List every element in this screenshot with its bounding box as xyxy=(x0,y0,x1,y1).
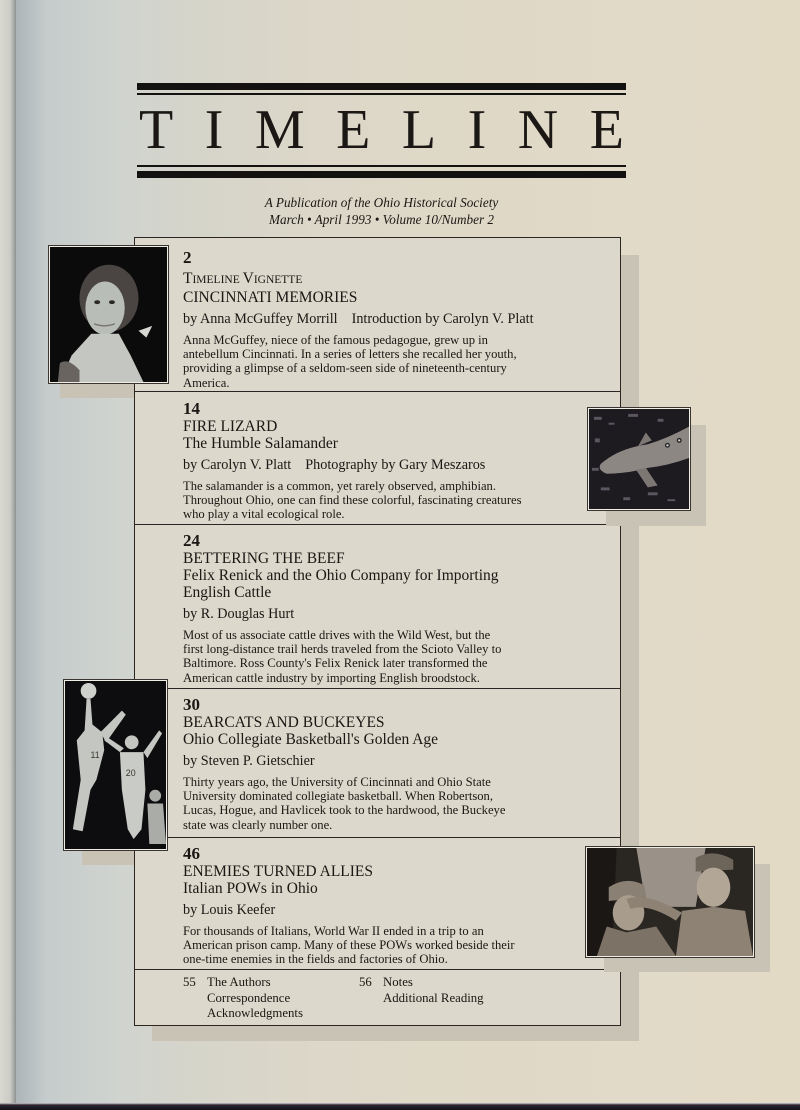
article-byline: by Steven P. Gietschier xyxy=(183,753,315,769)
article-headline: FIRE LIZARD xyxy=(183,418,278,435)
article-description: Thirty years ago, the University of Cincinnati and Ohio State University dominated collegiate basketball. When Robertson, Lucas, Hogue, and Havlicek took to the hardwood, the Buckeye state was clearly number one. xyxy=(183,775,506,832)
article-subtitle: The Humble Salamander xyxy=(183,435,338,452)
article-headline: BETTERING THE BEEF xyxy=(183,550,345,567)
article-subtitle: Italian POWs in Ohio xyxy=(183,880,318,897)
basketball-players-photo xyxy=(64,680,167,850)
page-number: 2 xyxy=(183,248,192,267)
department-item: Correspondence xyxy=(207,990,291,1005)
contents-entry[interactable] xyxy=(135,837,620,969)
basketball-image xyxy=(65,681,166,849)
contents-box-shadow-bottom xyxy=(152,1024,639,1041)
masthead-rule-top-thick xyxy=(137,83,626,90)
issue-line: March • April 1993 • Volume 10/Number 2 xyxy=(269,212,494,227)
portrait-of-young-girl-photo xyxy=(49,246,168,383)
publication-info xyxy=(137,194,626,228)
article-headline: CINCINNATI MEMORIES xyxy=(183,289,358,306)
contents-entry[interactable] xyxy=(135,391,620,524)
departments-row xyxy=(135,969,620,1025)
page-bottom-edge xyxy=(0,1103,800,1110)
italian-pows-photo xyxy=(586,847,754,957)
title-letter: I xyxy=(204,99,224,161)
department-item: Additional Reading xyxy=(383,990,484,1005)
contents-entry[interactable] xyxy=(135,524,620,688)
contents-entry[interactable] xyxy=(135,238,620,391)
title-letter: M xyxy=(254,99,305,161)
masthead-rule-bottom-thick xyxy=(137,171,626,178)
article-headline: ENEMIES TURNED ALLIES xyxy=(183,863,374,880)
article-description: For thousands of Italians, World War II ended in a trip to an American prison camp. Many of these POWs worked beside their one-time enemies in the fields and factories of Ohio. xyxy=(183,924,515,967)
page-number: 14 xyxy=(183,399,200,418)
title-letter: E xyxy=(336,99,371,161)
svg-text:20: 20 xyxy=(125,767,136,778)
svg-text:11: 11 xyxy=(90,750,100,761)
salamander-image xyxy=(589,409,689,509)
article-byline: by Louis Keefer xyxy=(183,902,276,918)
department-item: Notes xyxy=(383,975,413,989)
page-gutter-shadow xyxy=(16,0,46,1103)
adjacent-page-edge xyxy=(0,0,16,1103)
title-letter: L xyxy=(401,99,437,161)
department-item: The Authors xyxy=(207,975,271,989)
department-item: Acknowledgments xyxy=(207,1006,303,1020)
photo-1-shadow xyxy=(60,382,134,398)
publisher-line: A Publication of the Ohio Historical Society xyxy=(264,195,499,210)
contents-entry[interactable] xyxy=(135,688,620,837)
article-subtitle: Felix Renick and the Ohio Company for Importing English Cattle xyxy=(183,567,499,601)
article-subtitle: Ohio Collegiate Basketball's Golden Age xyxy=(183,731,439,748)
article-description: Anna McGuffey, niece of the famous pedagogue, grew up in antebellum Cincinnati. In a series of letters she recalled her youth, providing a glimpse of a seldom-seen side of nineteenth-century America. xyxy=(183,333,517,390)
article-description: The salamander is a common, yet rarely observed, amphibian. Throughout Ohio, one can find these colorful, fascinating creatures who play a vital ecological role. xyxy=(183,479,522,522)
article-byline: by Anna McGuffey Morrill Introduction by Carolyn V. Platt xyxy=(183,311,534,327)
page-number: 24 xyxy=(183,531,200,550)
masthead xyxy=(137,83,626,178)
portrait-image xyxy=(50,247,167,382)
title-letter: E xyxy=(589,99,624,161)
article-description: Most of us associate cattle drives with the Wild West, but the first long-distance trail herds traveled from the Scioto Valley to Baltimore. Ross County's Felix Renick later transformed the American cattle industry by importing English broodstock. xyxy=(183,628,502,685)
title-letter: T xyxy=(139,99,174,161)
table-of-contents xyxy=(134,237,621,1026)
article-headline: BEARCATS AND BUCKEYES xyxy=(183,714,385,731)
masthead-rule-bottom-thin xyxy=(137,165,626,167)
page-number: 55 xyxy=(183,975,196,989)
page-number: 46 xyxy=(183,844,200,863)
photo-4-shadow xyxy=(82,849,134,865)
title-letter: N xyxy=(517,99,559,161)
page-number: 56 xyxy=(359,975,372,989)
title-letter: I xyxy=(467,99,487,161)
page-number: 30 xyxy=(183,695,200,714)
salamander-photo xyxy=(588,408,690,510)
article-byline: by Carolyn V. Platt Photography by Gary Meszaros xyxy=(183,457,486,473)
pows-image xyxy=(587,848,753,956)
article-kicker: TIMELINE VIGNETTE xyxy=(183,270,303,287)
magazine-title xyxy=(137,95,626,165)
article-byline: by R. Douglas Hurt xyxy=(183,606,295,622)
